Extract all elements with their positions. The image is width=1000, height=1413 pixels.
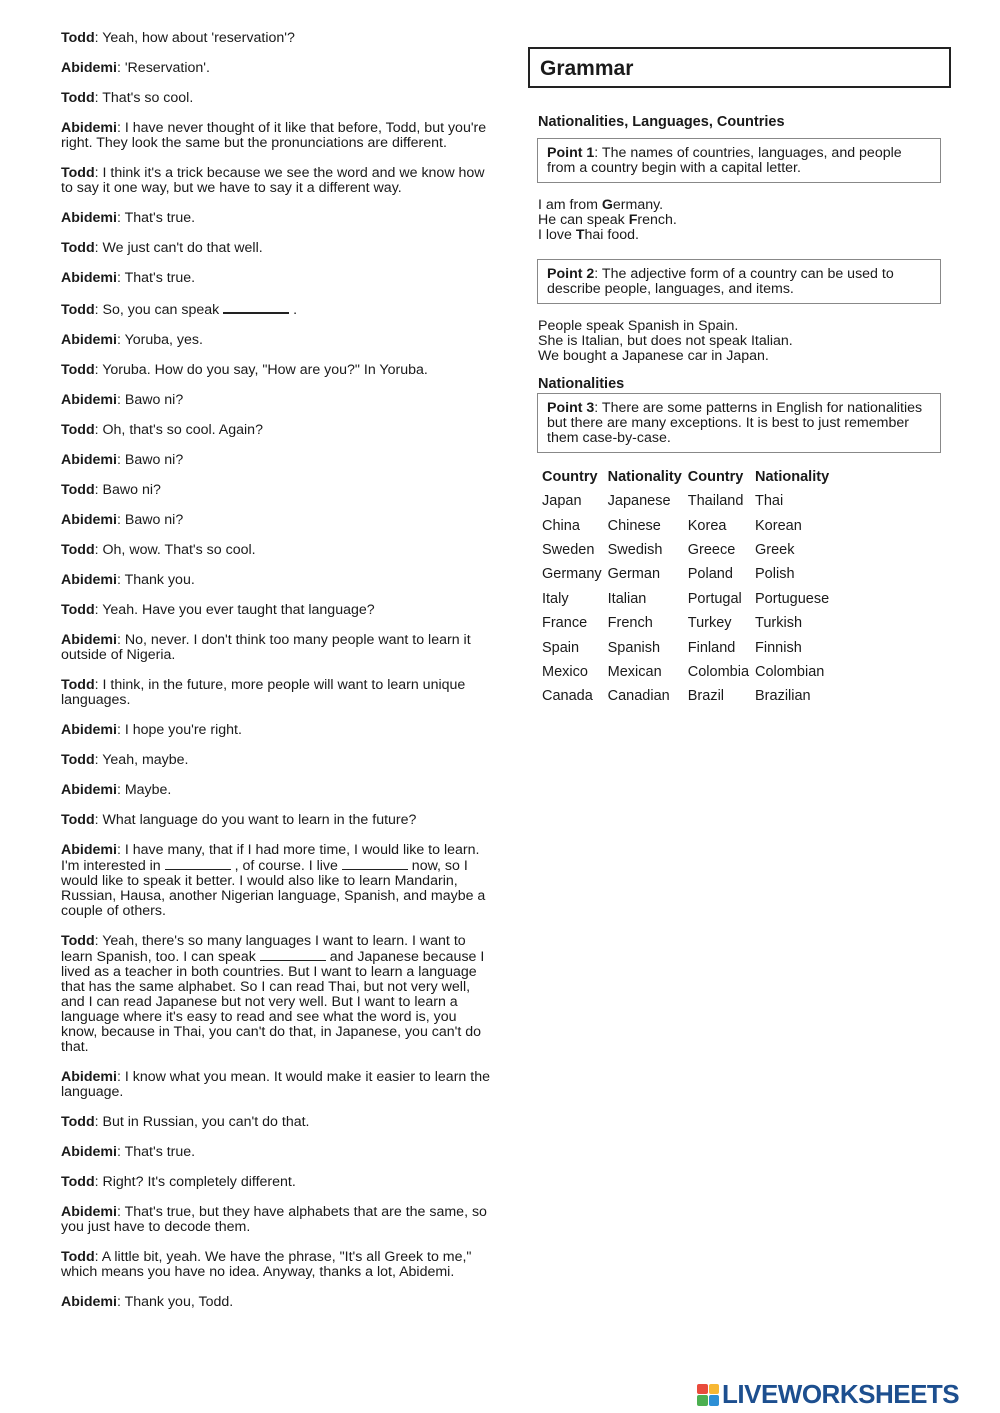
liveworksheets-logo-icon	[697, 1384, 719, 1406]
table-cell: Germany	[542, 566, 602, 583]
logo-square	[697, 1395, 708, 1406]
point-3-label: Point 3	[547, 400, 595, 416]
table-cell: Korean	[755, 517, 802, 534]
dialogue-turn	[61, 1070, 493, 1100]
speaker-name: Todd	[61, 1249, 95, 1265]
dialogue-turn	[61, 423, 493, 438]
grammar-panel	[528, 47, 951, 709]
speaker-name: Abidemi	[61, 1294, 117, 1310]
speaker-name: Abidemi	[61, 632, 117, 648]
example-text: hai food.	[584, 227, 639, 243]
table-cell: Turkey	[687, 615, 732, 632]
speaker-name: Abidemi	[61, 452, 117, 468]
turn-text: : Bawo ni?	[116, 452, 184, 468]
table-row	[539, 684, 832, 708]
turn-text: : Yeah, there's so many languages I want to learn. I want to learn Spanish, too. I can speak	[61, 933, 466, 965]
turn-text: : I have never thought of it like that before, Todd, but you're right. They look the same but the pronunciations are different.	[61, 120, 487, 151]
speaker-name: Todd	[61, 30, 95, 46]
table-cell: Poland	[687, 566, 733, 583]
turn-text: : That's true, but they have alphabets that are the same, so you just have to decode them.	[61, 1204, 487, 1235]
turn-text: : Bawo ni?	[116, 512, 184, 528]
table-cell: Canada	[542, 688, 593, 705]
table-cell: Finland	[687, 639, 736, 656]
table-cell: Mexican	[607, 663, 662, 680]
turn-text: : That's true.	[116, 210, 196, 226]
nationalities-heading: Nationalities	[538, 376, 625, 392]
point-2-text: : The adjective form of a country can be used to describe people, languages, and items.	[547, 266, 894, 297]
dialogue-turn	[61, 573, 493, 588]
point-2-label: Point 2	[547, 266, 595, 282]
grammar-title: Grammar	[528, 47, 951, 88]
table-cell: Japan	[542, 493, 582, 510]
speaker-name: Abidemi	[61, 392, 117, 408]
turn-text: : Yeah, how about 'reservation'?	[94, 30, 295, 46]
turn-text: : That's true.	[116, 270, 196, 286]
point-3-text: : There are some patterns in English for nationalities but there are many exceptions. It is best to just remember them case-by-case.	[547, 400, 923, 446]
turn-text: : A little bit, yeah. We have the phrase, "It's all Greek to me," which means you have no idea. Anyway, thanks a lot, Abidemi.	[61, 1249, 472, 1280]
column-header: Country	[687, 469, 744, 485]
dialogue-turn	[61, 783, 493, 798]
dialogue-turn	[61, 543, 493, 558]
turn-text: : I hope you're right.	[116, 722, 242, 738]
answer-blank[interactable]	[342, 858, 408, 870]
capital-letter: F	[628, 212, 638, 228]
dialogue-turn	[61, 453, 493, 468]
speaker-name: Abidemi	[61, 60, 117, 76]
dialogue-turn	[61, 843, 493, 919]
turn-text: : 'Reservation'.	[116, 60, 210, 76]
answer-blank[interactable]	[260, 949, 326, 961]
speaker-name: Abidemi	[61, 210, 117, 226]
table-cell: Portuguese	[755, 590, 830, 607]
speaker-name: Abidemi	[61, 1069, 117, 1085]
dialogue-turn	[61, 513, 493, 528]
example-text: I love	[538, 227, 576, 243]
turn-text: : We just can't do that well.	[94, 240, 263, 256]
turn-text: : Yoruba. How do you say, "How are you?" In Yoruba.	[94, 362, 428, 378]
logo-text: LIVEWORKSHEETS	[722, 1379, 960, 1409]
table-cell: Italian	[607, 590, 647, 607]
table-cell: Finnish	[755, 639, 802, 656]
point-3-box	[537, 393, 941, 453]
dialogue-turn	[61, 211, 493, 226]
turn-text: : Oh, that's so cool. Again?	[94, 422, 263, 438]
turn-text: : What language do you want to learn in the future?	[94, 812, 417, 828]
nationality-table	[539, 465, 832, 709]
column-header: Country	[542, 469, 598, 485]
speaker-name: Abidemi	[61, 512, 117, 528]
turn-text: .	[289, 302, 298, 318]
dialogue-turn	[61, 121, 493, 151]
turn-text: : Yoruba, yes.	[116, 332, 203, 348]
table-cell: Swedish	[607, 541, 663, 558]
column-header: Nationality	[607, 469, 682, 485]
capital-letter-examples	[538, 198, 951, 243]
dialogue-turn	[61, 633, 493, 663]
turn-text: : Yeah. Have you ever taught that language?	[94, 602, 375, 618]
example-sentence	[538, 198, 951, 213]
table-cell: Thailand	[687, 493, 744, 510]
table-row	[539, 660, 832, 684]
speaker-name: Todd	[61, 602, 95, 618]
speaker-name: Todd	[61, 933, 95, 949]
dialogue-turn	[61, 1115, 493, 1130]
speaker-name: Todd	[61, 1114, 95, 1130]
table-cell: Greece	[687, 541, 736, 558]
speaker-name: Todd	[61, 240, 95, 256]
speaker-name: Todd	[61, 165, 95, 181]
table-cell: French	[607, 615, 653, 632]
turn-text: : I think, in the future, more people will want to learn unique languages.	[61, 677, 466, 708]
point-1-box	[537, 138, 941, 183]
dialogue-turn	[61, 1145, 493, 1160]
turn-text: : No, never. I don't think too many people want to learn it outside of Nigeria.	[61, 632, 471, 663]
speaker-name: Todd	[61, 482, 95, 498]
turn-text: : Oh, wow. That's so cool.	[94, 542, 256, 558]
dialogue-turn	[61, 31, 493, 46]
dialogue-turn	[61, 678, 493, 708]
table-cell: Spanish	[607, 639, 661, 656]
liveworksheets-logo[interactable]	[697, 1379, 959, 1410]
speaker-name: Todd	[61, 677, 95, 693]
dialogue-turn	[61, 91, 493, 106]
table-cell: Spain	[542, 639, 580, 656]
speaker-name: Abidemi	[61, 332, 117, 348]
table-row	[539, 587, 832, 611]
turn-text: : Bawo ni?	[116, 392, 184, 408]
speaker-name: Abidemi	[61, 1144, 117, 1160]
table-cell: Sweden	[542, 541, 595, 558]
table-row	[539, 489, 832, 513]
table-cell: Italy	[542, 590, 569, 607]
speaker-name: Abidemi	[61, 722, 117, 738]
dialogue-turn	[61, 166, 493, 196]
turn-text: : That's true.	[116, 1144, 196, 1160]
table-row	[539, 562, 832, 586]
logo-square	[709, 1395, 720, 1406]
turn-text: : Thank you, Todd.	[116, 1294, 234, 1310]
dialogue-turn	[61, 753, 493, 768]
example-sentence	[538, 228, 951, 243]
table-cell: Portugal	[687, 590, 742, 607]
example-sentence: We bought a Japanese car in Japan.	[538, 348, 769, 364]
speaker-name: Todd	[61, 542, 95, 558]
capital-letter: G	[601, 197, 613, 213]
turn-text: : I think it's a trick because we see the word and we know how to say it one way, but we have to say it a different way.	[61, 165, 485, 196]
table-cell: Greek	[755, 541, 795, 558]
turn-text: : That's so cool.	[94, 90, 194, 106]
table-cell: Colombian	[755, 663, 825, 680]
table-row	[539, 635, 832, 659]
dialogue-turn	[61, 934, 493, 1055]
speaker-name: Todd	[61, 812, 95, 828]
example-sentence: She is Italian, but does not speak Italian.	[538, 333, 793, 349]
answer-blank[interactable]	[165, 858, 231, 870]
dialogue-turn	[61, 1205, 493, 1235]
table-cell: Brazil	[687, 688, 725, 705]
table-cell: Korea	[687, 517, 727, 534]
dialogue-turn	[61, 241, 493, 256]
example-text: rench.	[637, 212, 677, 228]
table-row	[539, 611, 832, 635]
table-cell: German	[607, 566, 661, 583]
turn-text: : Right? It's completely different.	[94, 1174, 296, 1190]
logo-square	[697, 1384, 708, 1395]
table-row	[539, 513, 832, 537]
dialogue-turn	[61, 393, 493, 408]
speaker-name: Todd	[61, 302, 95, 318]
dialogue-turn	[61, 333, 493, 348]
dialogue-turn	[61, 483, 493, 498]
turn-text: : Bawo ni?	[94, 482, 161, 498]
turn-text: : I have many, that if I had more time, I would like to learn. I'm interested in	[61, 842, 480, 874]
table-cell: Japanese	[607, 493, 671, 510]
point-2-box	[537, 259, 941, 304]
example-text: I am from	[538, 197, 602, 213]
turn-text: : But in Russian, you can't do that.	[94, 1114, 310, 1130]
table-cell: Mexico	[542, 663, 588, 680]
turn-text: and Japanese because I lived as a teacher in both countries. But I want to learn a language that has the same alphabet. So I can read Thai, but not very well, and I can read Japanese but not very well. But I want to learn a language where it's easy to read and see what the word is, you know, because in Thai, you can't do that, in Japanese, you can't do that.	[61, 949, 485, 1055]
table-cell: Colombia	[687, 663, 750, 680]
speaker-name: Abidemi	[61, 842, 117, 858]
turn-text: : Maybe.	[116, 782, 172, 798]
turn-text: : Thank you.	[116, 572, 195, 588]
speaker-name: Abidemi	[61, 572, 117, 588]
turn-text: : Yeah, maybe.	[94, 752, 189, 768]
logo-square	[709, 1384, 720, 1395]
table-cell: Canadian	[607, 688, 670, 705]
speaker-name: Abidemi	[61, 782, 117, 798]
dialogue-turn	[61, 1295, 493, 1310]
table-cell: Brazilian	[755, 688, 811, 705]
speaker-name: Todd	[61, 1174, 95, 1190]
grammar-subtitle: Nationalities, Languages, Countries	[538, 114, 785, 130]
speaker-name: Todd	[61, 362, 95, 378]
answer-blank[interactable]	[223, 301, 289, 314]
adjective-examples	[538, 319, 951, 364]
table-cell: Thai	[755, 493, 784, 510]
capital-letter: T	[575, 227, 585, 243]
dialogue-turn	[61, 271, 493, 286]
example-sentence: People speak Spanish in Spain.	[538, 318, 739, 334]
speaker-name: Todd	[61, 90, 95, 106]
dialogue-turn	[61, 603, 493, 618]
example-text: ermany.	[612, 197, 664, 213]
turn-text: : I know what you mean. It would make it easier to learn the language.	[61, 1069, 490, 1100]
turn-text: : So, you can speak	[94, 302, 220, 318]
speaker-name: Todd	[61, 752, 95, 768]
speaker-name: Abidemi	[61, 120, 117, 136]
table-row	[539, 538, 832, 562]
point-1-text: : The names of countries, languages, and people from a country begin with a capital letter.	[547, 145, 902, 176]
dialogue-transcript	[61, 31, 493, 1325]
table-cell: Chinese	[607, 517, 661, 534]
speaker-name: Abidemi	[61, 270, 117, 286]
turn-text: , of course. I live	[230, 858, 338, 874]
example-text: He can speak	[538, 212, 629, 228]
dialogue-turn	[61, 723, 493, 738]
speaker-name: Abidemi	[61, 1204, 117, 1220]
dialogue-turn	[61, 301, 493, 318]
example-sentence	[538, 213, 951, 228]
speaker-name: Todd	[61, 422, 95, 438]
dialogue-turn	[61, 1175, 493, 1190]
table-cell: Polish	[755, 566, 795, 583]
dialogue-turn	[61, 813, 493, 828]
table-cell: China	[542, 517, 580, 534]
dialogue-turn	[61, 363, 493, 378]
table-cell: France	[542, 615, 588, 632]
dialogue-turn	[61, 1250, 493, 1280]
table-cell: Turkish	[755, 615, 803, 632]
dialogue-turn	[61, 61, 493, 76]
column-header: Nationality	[755, 469, 830, 485]
point-1-label: Point 1	[547, 145, 595, 161]
turn-text: now, so I would like to speak it better. I would also like to learn Mandarin, Russian, Hausa, another Nigerian language, Spanish, and maybe a couple of others.	[61, 858, 486, 919]
